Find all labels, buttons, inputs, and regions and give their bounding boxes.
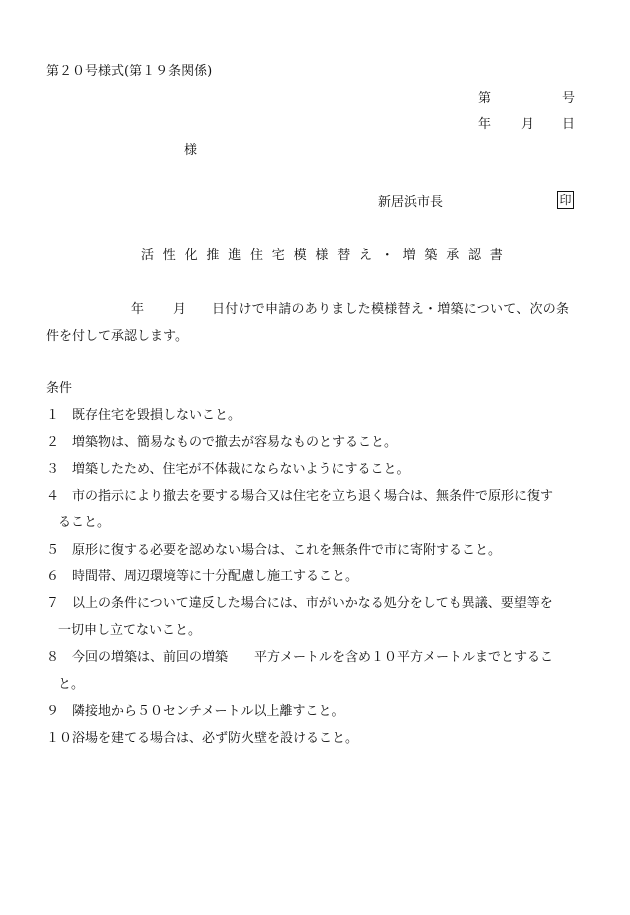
body-year: 年 bbox=[131, 302, 145, 317]
condition-number: １ bbox=[46, 408, 60, 423]
condition-item-7-continued bbox=[58, 623, 201, 639]
condition-item-10 bbox=[46, 731, 358, 747]
condition-number: ８ bbox=[46, 650, 60, 665]
issuer-name: 新居浜市長 bbox=[378, 195, 444, 210]
condition-text: 以上の条件について違反した場合には、市がいかなる処分をしても異議、要望等を bbox=[72, 596, 553, 611]
condition-text-continued: 一切申し立てないこと。 bbox=[58, 623, 202, 638]
condition-item-7 bbox=[46, 596, 553, 612]
condition-item-8-continued bbox=[58, 677, 84, 693]
condition-text: 増築したため、住宅が不体裁にならないようにすること。 bbox=[72, 462, 410, 477]
condition-number: ４ bbox=[46, 489, 60, 504]
document-number-suffix: 号 bbox=[562, 91, 576, 106]
condition-number: ７ bbox=[46, 596, 60, 611]
condition-item-6 bbox=[46, 569, 358, 585]
condition-number: ６ bbox=[46, 569, 60, 584]
condition-text: 増築物は、簡易なもので撤去が容易なものとすること。 bbox=[72, 435, 398, 450]
condition-item-1 bbox=[46, 408, 241, 424]
condition-text: 時間帯、周辺環境等に十分配慮し施工すること。 bbox=[72, 569, 359, 584]
condition-number: ５ bbox=[46, 543, 60, 558]
condition-text-continued: と。 bbox=[58, 677, 85, 692]
body-line-1: 日付けで申請のありました模様替え・増築について、次の条 bbox=[212, 302, 570, 317]
body-month: 月 bbox=[173, 302, 187, 317]
date-month: 月 bbox=[521, 117, 535, 132]
condition-item-3 bbox=[46, 462, 409, 478]
condition-item-9 bbox=[46, 704, 344, 720]
condition-item-4-continued bbox=[58, 515, 110, 531]
date-day: 日 bbox=[562, 117, 576, 132]
condition-text: 浴場を建てる場合は、必ず防火壁を設けること。 bbox=[72, 731, 359, 746]
seal-mark: 印 bbox=[557, 191, 574, 209]
conditions-heading: 条件 bbox=[46, 381, 73, 396]
condition-item-8 bbox=[46, 650, 553, 666]
condition-text: 市の指示により撤去を要する場合又は住宅を立ち退く場合は、無条件で原形に復す bbox=[72, 489, 554, 504]
condition-text: 原形に復する必要を認めない場合は、これを無条件で市に寄附すること。 bbox=[72, 543, 502, 558]
condition-number: ３ bbox=[46, 462, 60, 477]
condition-number: ９ bbox=[46, 704, 60, 719]
condition-item-5 bbox=[46, 543, 501, 559]
condition-item-2 bbox=[46, 435, 397, 451]
condition-text-continued: ること。 bbox=[58, 515, 111, 530]
date-year: 年 bbox=[478, 117, 492, 132]
condition-text: 隣接地から５０センチメートル以上離すこと。 bbox=[72, 704, 345, 719]
body-line-2: 件を付して承認します。 bbox=[46, 329, 188, 344]
document-number-prefix: 第 bbox=[478, 91, 492, 106]
form-number: 第２０号様式(第１９条関係) bbox=[46, 64, 213, 79]
document-title: 活性化推進住宅模様替え・増築承認書 bbox=[141, 248, 512, 263]
addressee-suffix: 様 bbox=[184, 143, 198, 158]
condition-item-4 bbox=[46, 489, 553, 505]
condition-text: 今回の増築は、前回の増築 平方メートルを含め１０平方メートルまでとするこ bbox=[72, 650, 554, 665]
condition-number: １０ bbox=[46, 731, 73, 746]
condition-number: ２ bbox=[46, 435, 60, 450]
condition-text: 既存住宅を毀損しないこと。 bbox=[72, 408, 242, 423]
